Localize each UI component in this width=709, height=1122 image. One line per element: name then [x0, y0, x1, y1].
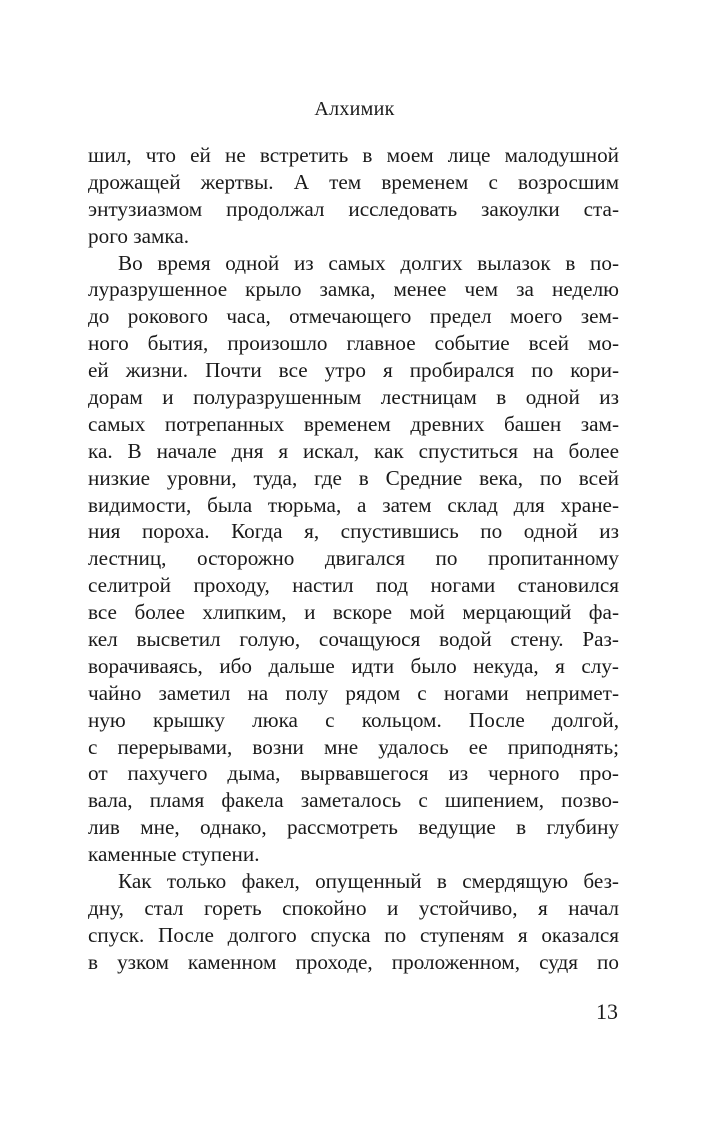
- paragraph: [88, 868, 619, 976]
- page-number: 13: [596, 999, 618, 1024]
- text-line: с перерывами, возни мне удалось ее приподнять;: [88, 734, 619, 759]
- text-line: энтузиазмом продолжал исследовать закоулки ста-: [88, 196, 619, 221]
- text-line: шил, что ей не встретить в моем лице малодушной: [88, 143, 619, 167]
- running-head: Алхимик: [314, 98, 395, 120]
- text-line: ного бытия, произошло главное событие всей мо-: [88, 331, 619, 356]
- text-line: дрожащей жертвы. А тем временем с возросшим: [88, 169, 619, 194]
- text-line: ка. В начале дня я искал, как спуститься на более: [88, 438, 619, 463]
- text-line: Как только факел, опущенный в смердящую без-: [118, 869, 619, 894]
- text-line: ей жизни. Почти все утро я пробирался по кори-: [88, 358, 619, 383]
- paragraph: [88, 250, 619, 868]
- text-line: чайно заметил на полу рядом с ногами непримет-: [88, 680, 619, 705]
- body-text: [88, 142, 619, 976]
- text-line: луразрушенное крыло замка, менее чем за неделю: [88, 277, 619, 302]
- text-line: низкие уровни, туда, где в Средние века, по всей: [88, 465, 619, 490]
- text-line: дорам и полуразрушенным лестницам в одной из: [88, 385, 619, 410]
- paragraph: [88, 142, 619, 250]
- text-line: в узком каменном проходе, проложенном, судя по: [88, 949, 619, 974]
- text-line: все более хлипким, и вскоре мой мерцающий фа-: [88, 600, 619, 625]
- text-line: от пахучего дыма, вырвавшегося из черного про-: [88, 761, 619, 786]
- text-line: ную крышку люка с кольцом. После долгой,: [88, 707, 619, 732]
- text-line: ния пороха. Когда я, спустившись по одной из: [88, 519, 619, 544]
- text-line: вала, пламя факела заметалось с шипением, позво-: [88, 788, 619, 813]
- text-line: каменные ступени.: [88, 842, 260, 867]
- text-line: лестниц, осторожно двигался по пропитанному: [88, 546, 619, 571]
- text-line: дну, стал гореть спокойно и устойчиво, я начал: [88, 895, 619, 920]
- text-line: спуск. После долгого спуска по ступеням я оказался: [88, 922, 619, 947]
- text-line: до рокового часа, отмечающего предел моего зем-: [88, 304, 619, 329]
- text-line: лив мне, однако, рассмотреть ведущие в глубину: [88, 815, 619, 840]
- text-line: кел высветил голую, сочащуюся водой стену. Раз-: [88, 627, 619, 652]
- text-line: самых потрепанных временем древних башен зам-: [88, 411, 619, 436]
- text-line: селитрой проходу, настил под ногами становился: [88, 573, 619, 598]
- text-line: Во время одной из самых долгих вылазок в по-: [118, 250, 619, 275]
- text-line: видимости, была тюрьма, а затем склад для хране-: [88, 492, 619, 517]
- text-line: рого замка.: [88, 223, 190, 248]
- text-line: ворачиваясь, ибо дальше идти было некуда, я слу-: [88, 653, 619, 678]
